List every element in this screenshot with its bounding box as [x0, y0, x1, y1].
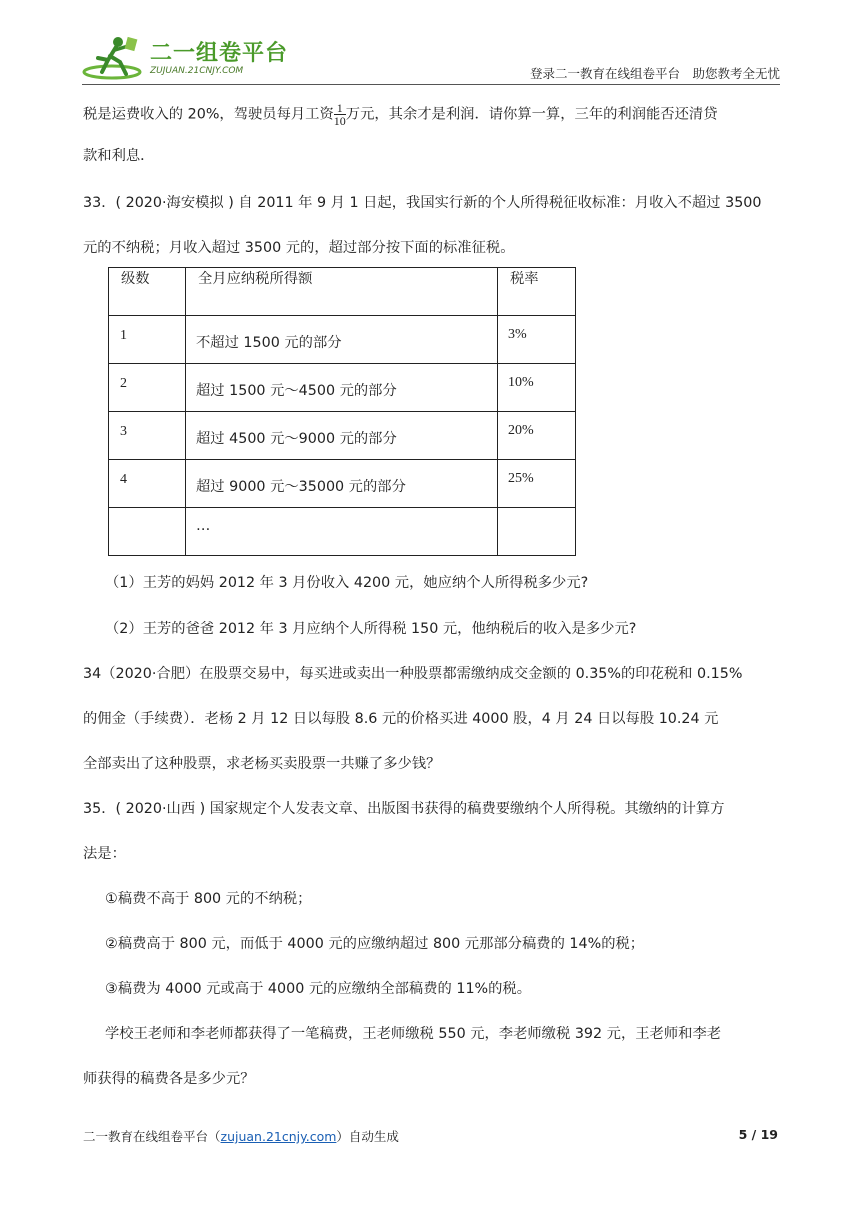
- q35-rule-2: ②稿费高于 800 元，而低于 4000 元的应缴纳超过 800 元那部分稿费的 14%的税；: [105, 936, 645, 952]
- logo-title: 二一组卷平台: [150, 41, 289, 66]
- cell-range: 不超过 1500 元的部分: [186, 316, 498, 364]
- q34-line-3: 全部卖出了这种股票，求老杨买卖股票一共赚了多少钱？: [83, 756, 441, 772]
- q33-line-1: 33．( 2020·海安模拟 ) 自 2011 年 9 月 1 日起，我国实行新的个人所得税征收标准：月收入不超过 3500: [83, 195, 762, 211]
- site-logo[interactable]: [82, 32, 302, 82]
- cell-level: 2: [109, 364, 186, 412]
- q33-sub-2: （2）王芳的爸爸 2012 年 3 月应纳个人所得税 150 元，他纳税后的收入是多少元?: [105, 621, 637, 637]
- q35-line-2: 法是：: [83, 846, 126, 862]
- table-row: [109, 364, 576, 412]
- cell-level: 4: [109, 460, 186, 508]
- cell-range: 超过 4500 元～9000 元的部分: [186, 412, 498, 460]
- header-cell-range: 全月应纳税所得额: [186, 268, 498, 316]
- header-tagline: 登录二一教育在线组卷平台 助您教考全无忧: [529, 66, 780, 81]
- fraction: [334, 102, 346, 127]
- logo-url: ZUJUAN.21CNJY.COM: [150, 66, 244, 76]
- cell-range: 超过 1500 元～4500 元的部分: [186, 364, 498, 412]
- header-cell-rate: 税率: [498, 268, 576, 316]
- cell-rate: 20%: [498, 412, 576, 460]
- q35-rule-3: ③稿费为 4000 元或高于 4000 元的应缴纳全部稿费的 11%的税。: [105, 981, 532, 997]
- footer-source: [83, 1127, 399, 1145]
- cell-range: …: [186, 508, 498, 556]
- table-row: [109, 460, 576, 508]
- cell-range: 超过 9000 元～35000 元的部分: [186, 460, 498, 508]
- intro-line-1: [83, 102, 718, 127]
- header-cell-level: 级数: [109, 268, 186, 316]
- footer-link[interactable]: zujuan.21cnjy.com: [220, 1129, 337, 1144]
- page-header: [82, 32, 780, 84]
- table-row: [109, 316, 576, 364]
- footer-text-a: 二一教育在线组卷平台（: [83, 1129, 221, 1144]
- table-row: [109, 412, 576, 460]
- q34-line-2: 的佣金（手续费）．老杨 2 月 12 日以每股 8.6 元的价格买进 4000 股，4 月 24 日以每股 10.24 元: [83, 711, 719, 727]
- q34-line-1: 34（2020·合肥）在股票交易中，每买进或卖出一种股票都需缴纳成交金额的 0.35%的印花税和 0.15%: [83, 666, 743, 682]
- fraction-denominator: 10: [333, 114, 346, 128]
- tax-rate-table: [108, 267, 576, 556]
- cell-rate: 3%: [498, 316, 576, 364]
- intro-line-2: 款和利息．: [83, 148, 155, 164]
- cell-rate: [498, 508, 576, 556]
- intro-text-a: 税是运费收入的 20%，驾驶员每月工资: [83, 106, 334, 123]
- q35-line-4: 师获得的稿费各是多少元？: [83, 1071, 255, 1087]
- fraction-numerator: 1: [334, 102, 346, 115]
- q35-rule-1: ①稿费不高于 800 元的不纳税；: [105, 891, 312, 907]
- q33-sub-1: （1）王芳的妈妈 2012 年 3 月份收入 4200 元，她应纳个人所得税多少元?: [105, 575, 589, 591]
- table-header-row: [109, 268, 576, 316]
- q35-line-1: 35．( 2020·山西 ) 国家规定个人发表文章、出版图书获得的稿费要缴纳个人所得税。其缴纳的计算方: [83, 801, 725, 817]
- intro-text-b: 万元，其余才是利润．请你算一算，三年的利润能否还清贷: [345, 106, 718, 123]
- table-row: [109, 508, 576, 556]
- runner-logo-icon: [82, 34, 144, 80]
- header-divider: [82, 84, 780, 85]
- cell-rate: 25%: [498, 460, 576, 508]
- cell-level: 1: [109, 316, 186, 364]
- cell-rate: 10%: [498, 364, 576, 412]
- q35-line-3: 学校王老师和李老师都获得了一笔稿费，王老师缴税 550 元，李老师缴税 392 元，王老师和李老: [105, 1026, 722, 1042]
- footer-text-b: ）自动生成: [336, 1129, 399, 1144]
- cell-level: [109, 508, 186, 556]
- page-number: 5 / 19: [738, 1127, 778, 1142]
- q33-line-2: 元的不纳税；月收入超过 3500 元的，超过部分按下面的标准征税。: [83, 240, 515, 256]
- cell-level: 3: [109, 412, 186, 460]
